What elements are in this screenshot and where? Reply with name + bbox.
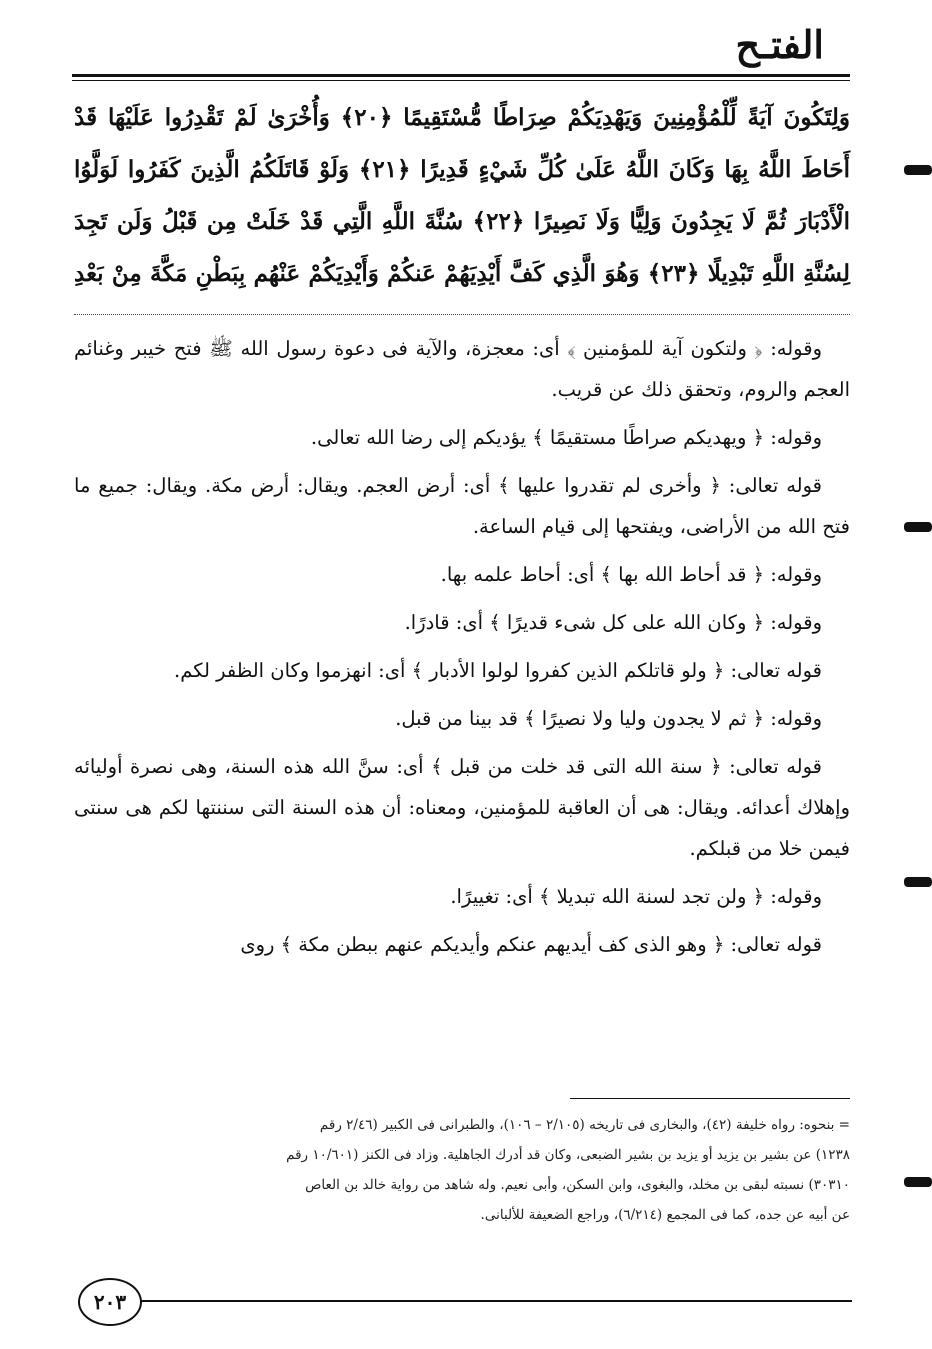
footnote-rule (570, 1098, 850, 1099)
quran-line: وَلِتَكُونَ آيَةً لِّلْمُؤْمِنِينَ وَيَهْدِيَكُمْ صِرَاطًا مُّسْتَقِيمًا ﴿٢٠﴾ وَأُخْرَىٰ لَمْ تَقْدِرُوا عَلَيْهَا قَدْ (74, 104, 851, 131)
footnote-line: عن أبيه عن جده، كما فى المجمع (٦/٢١٤)، وراجع الضعيفة للألبانى. (480, 1207, 850, 1223)
header-rule-thick (72, 74, 850, 77)
quran-line: الْأَدْبَارَ ثُمَّ لَا يَجِدُونَ وَلِيًّا وَلَا نَصِيرًا ﴿٢٢﴾ سُنَّةَ اللَّهِ الَّتِي قَدْ خَلَتْ مِن قَبْلُ وَلَن تَجِدَ (74, 208, 851, 235)
commentary-paragraph: قوله تعالى: ﴿ وهو الذى كف أيديهم عنكم وأيديكم عنهم ببطن مكة ﴾ روى (240, 933, 822, 956)
footer-rule (132, 1300, 852, 1302)
footnote-line: ١٢٣٨) عن بشير بن يزيد أو يزيد بن بشير الضبعى، وكان قد أدرك الجاهلية. وزاد فى الكنز (١٠/٦٠١ رقم (286, 1147, 850, 1163)
commentary-paragraph: وقوله: ﴿ ولن تجد لسنة الله تبديلا ﴾ أى: تغييرًا. (450, 885, 822, 908)
footnotes-block (74, 1110, 850, 1230)
commentary-paragraph: وقوله: ﴿ ثم لا يجدون وليا ولا نصيرًا ﴾ قد بينا من قبل. (395, 707, 822, 730)
commentary-paragraph: وقوله: ﴿ وكان الله على كل شىء قديرًا ﴾ أى: قادرًا. (404, 611, 822, 634)
page-number: ٢٠٣ (78, 1278, 142, 1326)
margin-mark (904, 522, 932, 532)
commentary-paragraph: قوله تعالى: ﴿ سنة الله التى قد خلت من قبل ﴾ أى: سنَّ الله هذه السنة، وهى نصرة أوليائه وإهلاك أعدائه. ويقال: هى أن العاقبة للمؤمنين، ومعناه: أن هذه السنة التى سننتها لكم هى سنتى فيمن خلا من قبلكم. (74, 755, 850, 860)
quran-line: لِسُنَّةِ اللَّهِ تَبْدِيلًا ﴿٢٣﴾ وَهُوَ الَّذِي كَفَّ أَيْدِيَهُمْ عَنكُمْ وَأَيْدِيَكُمْ عَنْهُم بِبَطْنِ مَكَّةَ مِنْ بَعْدِ (74, 260, 850, 287)
commentary-block (74, 328, 850, 972)
commentary-paragraph: قوله تعالى: ﴿ ولو قاتلكم الذين كفروا لولوا الأدبار ﴾ أى: انهزموا وكان الظفر لكم. (174, 659, 822, 682)
footnote-line: = بنحوه: رواه خليفة (٤٢)، والبخارى فى تاريخه (٢/١٠٥ – ١٠٦)، والطبرانى فى الكبير (٢/٤٦ رقم (319, 1117, 850, 1133)
commentary-paragraph: قوله تعالى: ﴿ وأخرى لم تقدروا عليها ﴾ أى: أرض العجم. ويقال: أرض مكة. ويقال: جميع ما فتح الله من الأراضى، ويفتحها إلى قيام الساعة. (74, 474, 850, 538)
commentary-paragraph: وقوله: ﴿ ولتكون آية للمؤمنين ﴾ أى: معجزة، والآية فى دعوة رسول الله ﷺ فتح خيبر وغنائم العجم والروم، وتحقق ذلك عن قريب. (74, 337, 850, 401)
chapter-title: الفتـح (735, 22, 824, 67)
quran-verses-block (74, 92, 850, 300)
footnote-line: ٣٠٣١٠) نسبته لبقى بن مخلد، والبغوى، وابن السكن، وأبى نعيم. وله شاهد من رواية خالد بن العاص (305, 1177, 850, 1193)
header-rule-thin (72, 80, 850, 81)
verse-separator (74, 314, 850, 315)
quran-line: أَحَاطَ اللَّهُ بِهَا وَكَانَ اللَّهُ عَلَىٰ كُلِّ شَيْءٍ قَدِيرًا ﴿٢١﴾ وَلَوْ قَاتَلَكُمُ الَّذِينَ كَفَرُوا لَوَلَّوُا (74, 156, 851, 183)
commentary-paragraph: وقوله: ﴿ قد أحاط الله بها ﴾ أى: أحاط علمه بها. (440, 563, 822, 586)
margin-mark (904, 1177, 932, 1187)
commentary-paragraph: وقوله: ﴿ ويهديكم صراطًا مستقيمًا ﴾ يؤديكم إلى رضا الله تعالى. (310, 426, 822, 449)
margin-mark (904, 877, 932, 887)
margin-mark (904, 165, 932, 175)
